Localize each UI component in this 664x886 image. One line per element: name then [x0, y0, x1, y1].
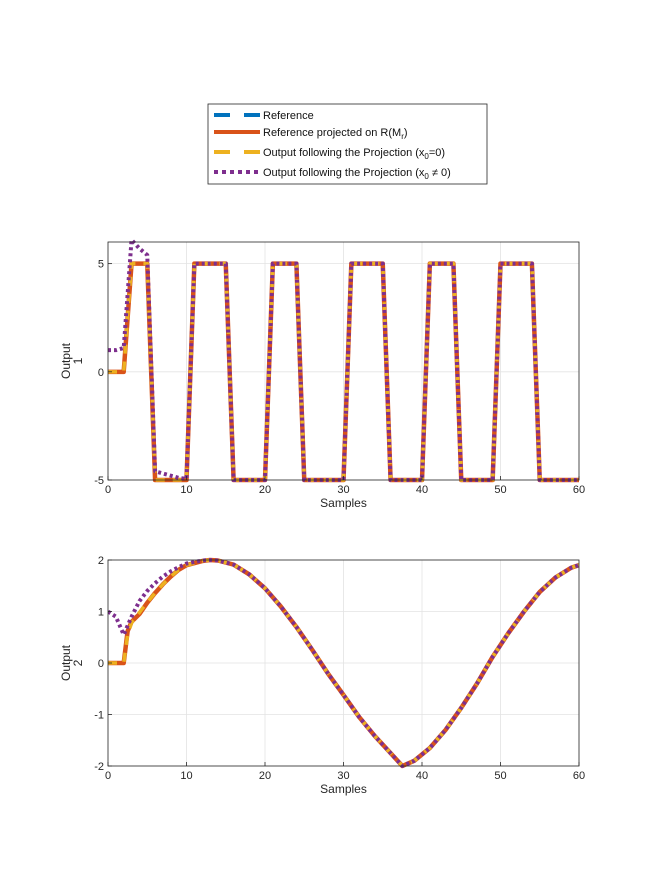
x-tick-label: 60 [572, 484, 586, 496]
legend-label-output-x0-zero: Output following the Projection $(x_0=0)$ [263, 147, 446, 161]
x-tick-label: 10 [180, 484, 193, 496]
x-tick-label: 20 [258, 484, 272, 496]
y-tick-label: 5 [97, 258, 104, 271]
y-axis-label: Output2 [59, 644, 85, 682]
x-axis-label: Samples [320, 782, 367, 796]
y-tick-label: -5 [94, 475, 104, 487]
x-tick-label: 30 [337, 770, 350, 782]
plot-output-2 [59, 555, 585, 796]
y-tick-label: -1 [94, 709, 104, 722]
x-tick-label: 0 [104, 484, 112, 496]
x-axis-label: Samples [320, 496, 367, 510]
y-tick-label: 2 [97, 555, 104, 567]
x-tick-label: 10 [180, 770, 193, 782]
x-tick-label: 0 [104, 770, 112, 782]
y-tick-label: 1 [97, 606, 104, 619]
x-tick-label: 40 [415, 770, 429, 782]
legend-label-output-x0-nonzero: Output following the Projection $(x_0 \ne 0)$ [263, 167, 451, 181]
x-tick-label: 40 [415, 484, 429, 496]
x-tick-label: 30 [337, 484, 350, 496]
legend-label-reference: Reference [263, 110, 314, 122]
y-tick-label: -2 [94, 761, 104, 773]
x-tick-label: 50 [494, 484, 507, 496]
x-tick-label: 20 [258, 770, 272, 782]
plot-output-1 [59, 240, 585, 510]
y-tick-label: 0 [97, 366, 104, 379]
y-axis-label: Output1 [59, 342, 85, 380]
legend-label-projected: Reference projected on $R(M_r)$ [263, 127, 408, 141]
legend [208, 104, 487, 184]
x-tick-label: 50 [494, 770, 507, 782]
y-tick-label: 0 [97, 658, 104, 670]
x-tick-label: 60 [572, 770, 586, 782]
